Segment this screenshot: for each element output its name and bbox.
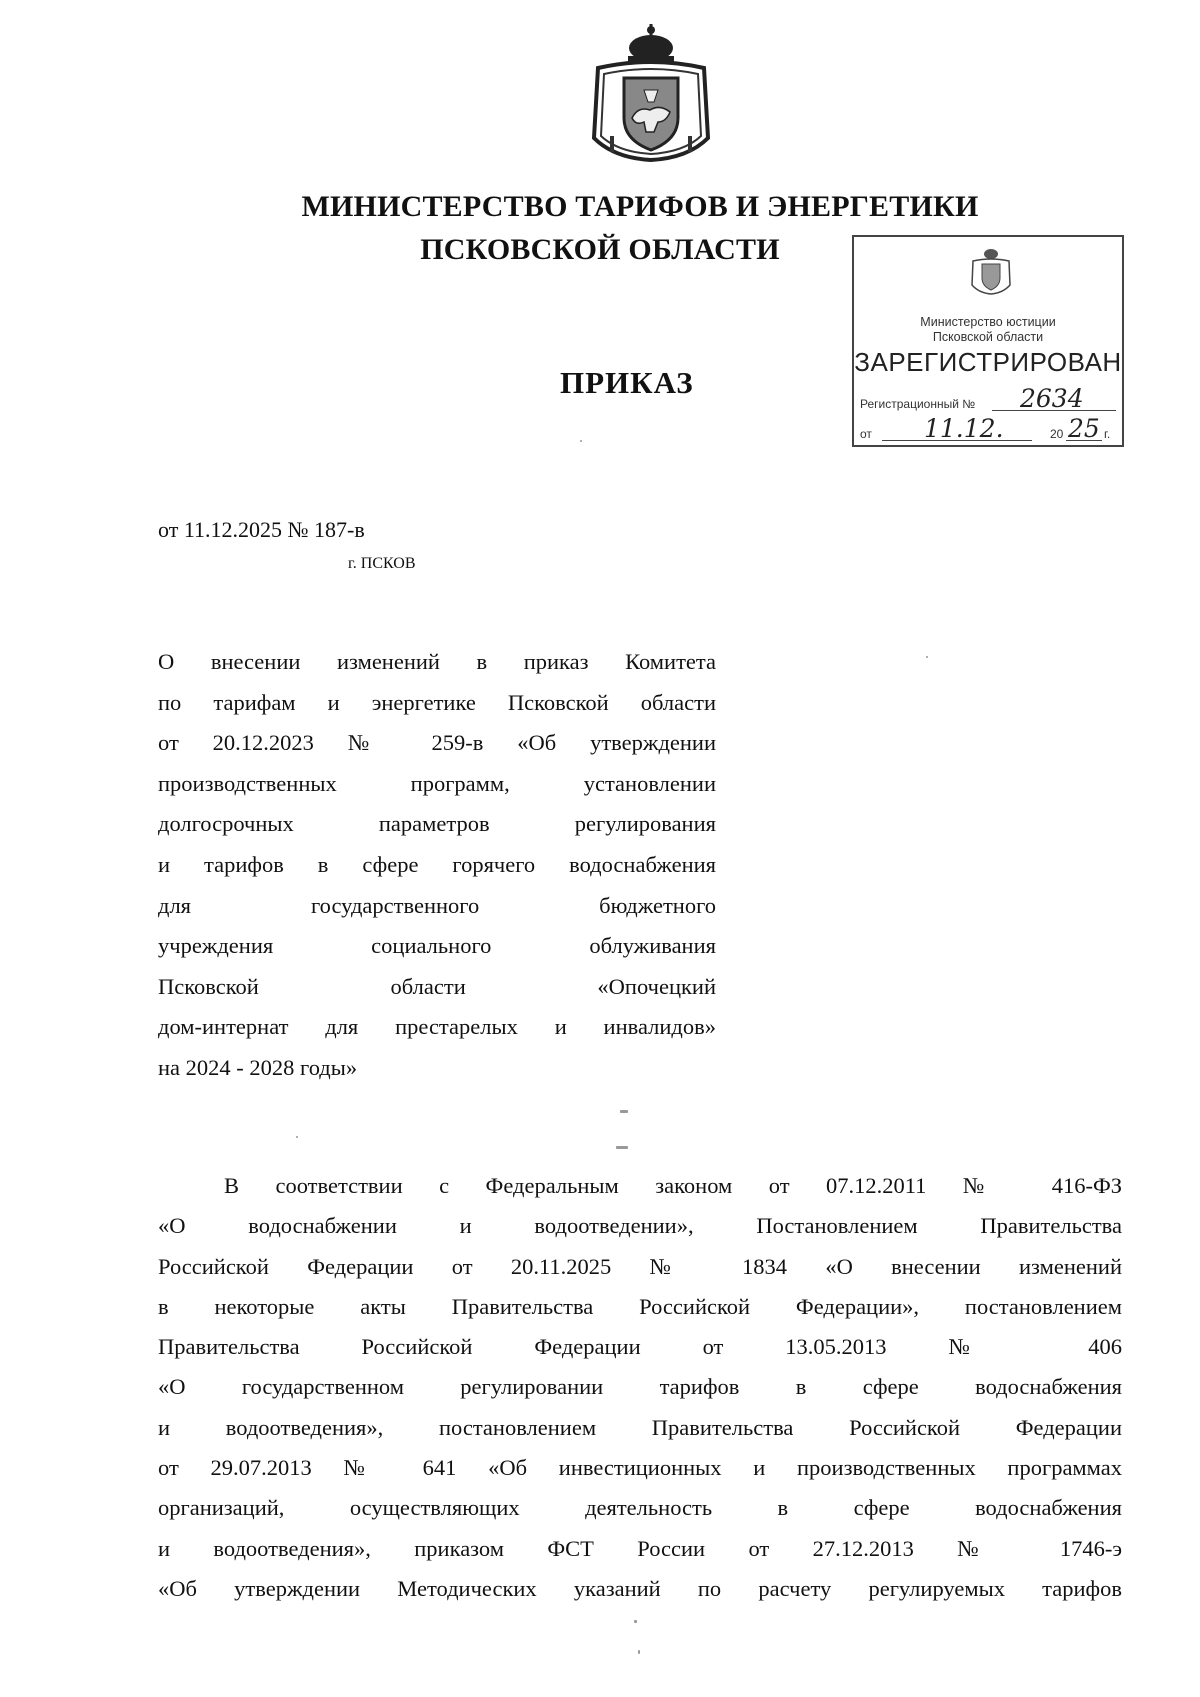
order-subject — [158, 642, 716, 1089]
order-body-paragraph — [158, 1166, 1122, 1609]
stamp-status: ЗАРЕГИСТРИРОВАН — [854, 347, 1122, 377]
stamp-year-suffix: г. — [1104, 427, 1111, 441]
body-line: «Об утверждении Методических указаний по расчету регулируемых тарифов — [158, 1575, 1122, 1601]
scan-speck — [638, 1650, 640, 1654]
body-line: в некоторые акты Правительства Российской Федерации», постановлением — [158, 1293, 1122, 1319]
subject-line: учреждения социального облуживания — [158, 933, 716, 959]
document-type-title: ПРИКАЗ — [560, 365, 694, 400]
stamp-org-line2: Псковской области — [932, 330, 1044, 344]
stamp-reg-number: 2634 — [1020, 384, 1084, 413]
ministry-name-line2: ПСКОВСКОЙ ОБЛАСТИ — [420, 233, 780, 266]
stamp-reg-row — [860, 384, 1118, 413]
stamp-date: 11.12. — [924, 414, 1004, 443]
stamp-date-row — [860, 414, 1118, 443]
city-name: г. ПСКОВ — [348, 555, 416, 572]
stamp-year: 25 — [1068, 414, 1100, 443]
stamp-org-line1: Министерство юстиции — [920, 315, 1056, 329]
subject-line: долгосрочных параметров регулирования — [158, 811, 716, 837]
subject-line: Псковской области «Опочецкий — [158, 973, 716, 999]
body-line: и водоотведения», приказом ФСТ России от 27.12.2013 № 1746-э — [158, 1535, 1122, 1561]
stamp-from-label: от — [860, 427, 872, 441]
subject-line: для государственного бюджетного — [158, 892, 716, 918]
body-line: «О государственном регулировании тарифов в сфере водоснабжения — [158, 1374, 1122, 1400]
scan-speck — [296, 1136, 298, 1138]
coat-of-arms-emblem — [588, 18, 714, 166]
scan-speck — [634, 1620, 637, 1623]
scan-speck — [926, 656, 928, 658]
stamp-emblem-icon — [969, 245, 1013, 297]
subject-line: производственных программ, установлении — [158, 770, 716, 796]
scan-speck — [580, 440, 582, 442]
subject-line: на 2024 - 2028 годы» — [158, 1054, 358, 1080]
body-line: организаций, осуществляющих деятельность в сфере водоснабжения — [158, 1495, 1122, 1521]
body-line: «О водоснабжении и водоотведении», Постановлением Правительства — [158, 1213, 1122, 1239]
body-line: Российской Федерации от 20.11.2025 № 1834 «О внесении изменений — [158, 1253, 1122, 1279]
subject-line: дом-интернат для престарелых и инвалидов» — [158, 1014, 716, 1040]
registration-stamp — [852, 235, 1124, 447]
scan-speck — [620, 1110, 628, 1113]
body-line: В соответствии с Федеральным законом от 07.12.2011 № 416-ФЗ — [224, 1173, 1122, 1198]
stamp-reg-label: Регистрационный № — [860, 397, 976, 411]
subject-line: по тарифам и энергетике Псковской области — [158, 689, 716, 715]
body-line: Правительства Российской Федерации от 13.05.2013 № 406 — [158, 1334, 1122, 1360]
subject-line: и тарифов в сфере горячего водоснабжения — [158, 851, 716, 877]
subject-line: О внесении изменений в приказ Комитета — [158, 649, 716, 674]
order-date-number: от 11.12.2025 № 187-в — [158, 517, 365, 542]
subject-line: от 20.12.2023 № 259-в «Об утверждении — [158, 730, 716, 756]
body-line: от 29.07.2013 № 641 «Об инвестиционных и производственных программах — [158, 1455, 1122, 1481]
stamp-year-prefix: 20 — [1050, 427, 1064, 441]
body-line: и водоотведения», постановлением Правительства Российской Федерации — [158, 1414, 1122, 1440]
scan-speck — [616, 1146, 628, 1149]
ministry-name-line1: МИНИСТЕРСТВО ТАРИФОВ И ЭНЕРГЕТИКИ — [301, 190, 979, 223]
